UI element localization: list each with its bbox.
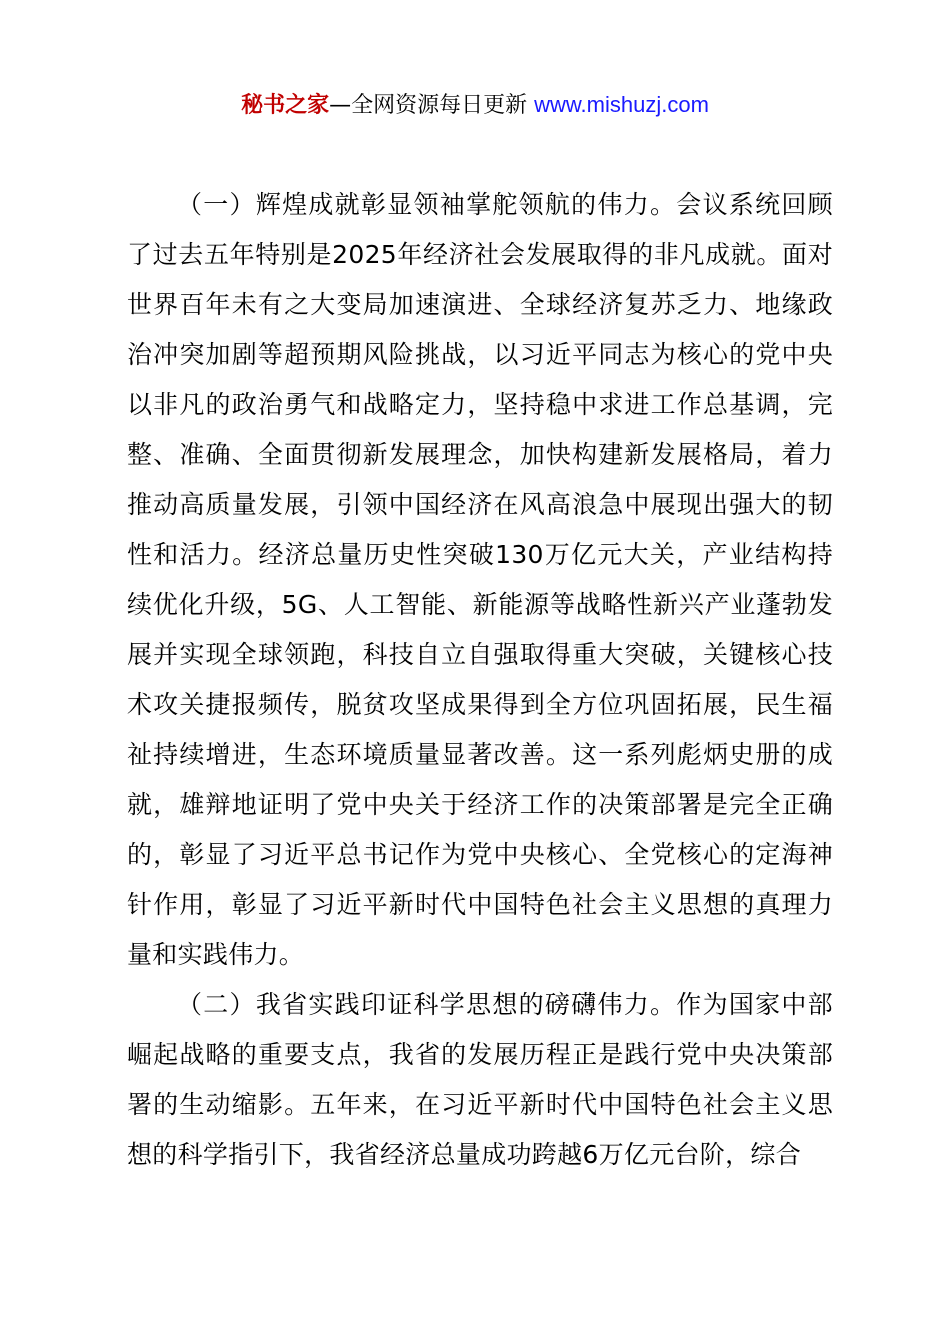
paragraph-1: （一）辉煌成就彰显领袖掌舵领航的伟力。会议系统回顾了过去五年特别是2025年经济社会发展取得的非凡成就。面对世界百年未有之大变局加速演进、全球经济复苏乏力、地缘政治冲突加剧等超预期风险挑战，以习近平同志为核心的党中央以非凡的政治勇气和战略定力，坚持稳中求进工作总基调，完整、准确、全面贯彻新发展理念，加快构建新发展格局，着力推动高质量发展，引领中国经济在风高浪急中展现出强大的韧性和活力。经济总量历史性突破130万亿元大关，产业结构持续优化升级，5G、人工智能、新能源等战略性新兴产业蓬勃发展并实现全球领跑，科技自立自强取得重大突破，关键核心技术攻关捷报频传，脱贫攻坚成果得到全方位巩固拓展，民生福祉持续增进，生态环境质量显著改善。这一系列彪炳史册的成就，雄辩地证明了党中央关于经济工作的决策部署是完全正确的，彰显了习近平总书记作为党中央核心、全党核心的定海神针作用，彰显了习近平新时代中国特色社会主义思想的真理力量和实践伟力。: [127, 190, 833, 969]
page-header: [0, 88, 950, 123]
paragraph-2: （二）我省实践印证科学思想的磅礴伟力。作为国家中部崛起战略的重要支点，我省的发展历程正是践行党中央决策部署的生动缩影。五年来，在习近平新时代中国特色社会主义思想的科学指引下，我省经济总量成功跨越6万亿元台阶，综合: [127, 990, 833, 1169]
site-url-link[interactable]: www.mishuzj.com: [534, 92, 709, 117]
brand-name: 秘书之家: [241, 93, 330, 118]
header-slogan: —全网资源每日更新: [329, 93, 528, 118]
document-body: [127, 180, 833, 1180]
